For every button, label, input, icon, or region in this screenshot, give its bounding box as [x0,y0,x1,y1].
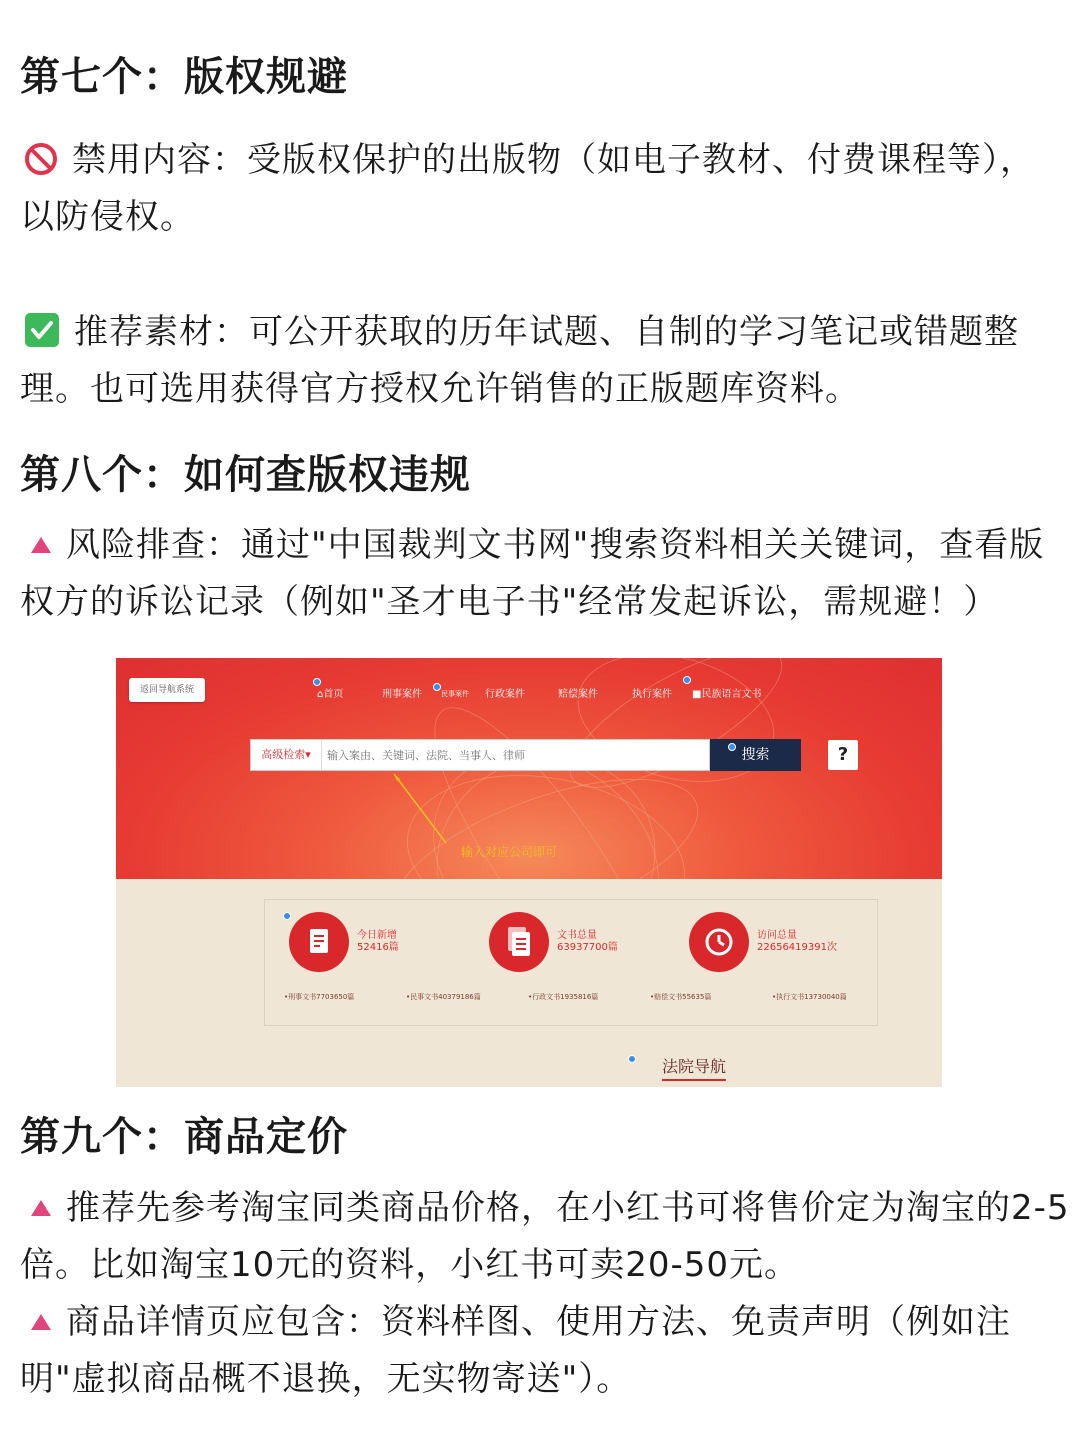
help-button[interactable]: ? [828,740,858,770]
statistics-panel [264,899,878,1026]
risk-check-paragraph [20,517,1070,631]
risk-check-text: 风险排查：通过"中国裁判文书网"搜索资料相关关键词，查看版权方的诉讼记录（例如"圣才电子书"经常发起诉讼，需规避！） [20,525,1045,622]
stat-document-total: 文书总量 63937700篇 [557,930,618,953]
nav-civil[interactable]: 民事案件 [441,690,469,698]
nav-execution[interactable]: 执行案件 [632,689,672,700]
triangle-bullet-icon [30,1313,52,1331]
nav-criminal[interactable]: 刑事案件 [382,689,422,700]
pricing-tip-text: 推荐先参考淘宝同类商品价格，在小红书可将售价定为淘宝的2-5倍。比如淘宝10元的资料，小红书可卖20-50元。 [20,1188,1070,1285]
search-input[interactable] [323,740,711,770]
search-bar [250,739,710,771]
sub-stat-civil: •民事文书40379186篇 [406,993,481,1001]
triangle-bullet-icon [30,536,52,554]
recommended-material-paragraph [20,304,1065,418]
banned-content-text: 禁用内容：受版权保护的出版物（如电子教材、付费课程等），以防侵权。 [20,140,1035,237]
section-heading-pricing: 第九个：商品定价 [20,1114,348,1160]
document-total-icon [489,912,549,972]
detail-page-paragraph [20,1294,1070,1408]
section-heading-check-copyright: 第八个：如何查版权违规 [20,452,471,498]
judgment-website-screenshot [116,658,942,1087]
banned-content-paragraph [20,132,1065,246]
sub-stat-compensation: •赔偿文书55635篇 [650,993,712,1001]
nav-compensation[interactable]: 赔偿案件 [558,689,598,700]
court-navigation-link[interactable]: 法院导航 [662,1054,726,1081]
recommended-material-text: 推荐素材：可公开获取的历年试题、自制的学习笔记或错题整理。也可选用获得官方授权允许销售的正版题库资料。 [20,312,1019,409]
prohibited-icon [24,142,58,176]
nav-ethnic-language[interactable]: ■民族语言文书 [692,689,762,700]
search-button[interactable]: 搜索 [710,739,801,771]
check-mark-icon [24,312,60,348]
visit-total-icon [689,912,749,972]
detail-page-text: 商品详情页应包含：资料样图、使用方法、免责声明（例如注明"虚拟商品概不退换，无实物寄送"）。 [20,1302,1011,1399]
pricing-tip-paragraph [20,1180,1070,1294]
triangle-bullet-icon [30,1199,52,1217]
nav-marker-icon [683,676,691,684]
nav-marker-icon [433,683,441,691]
annotation-hint: 输入对应公司即可 [461,845,558,859]
new-today-icon [289,912,349,972]
nav-marker-icon [728,743,736,751]
sub-stat-execution: •执行文书13730040篇 [772,993,847,1001]
sub-stat-administrative: •行政文书1935816篇 [528,993,599,1001]
nav-marker-icon [628,1055,636,1063]
nav-administrative[interactable]: 行政案件 [485,689,525,700]
nav-home[interactable]: ⌂首页 [317,689,344,700]
stat-visit-total: 访问总量 22656419391次 [757,930,837,953]
section-heading-copyright: 第七个：版权规避 [20,54,348,100]
sub-stat-criminal: •刑事文书7703650篇 [284,993,355,1001]
site-banner [116,658,942,879]
advanced-search-dropdown[interactable]: 高级检索▾ [251,740,322,770]
back-to-nav-button[interactable]: 返回导航系统 [129,678,205,702]
stat-new-today: 今日新增 52416篇 [357,930,399,953]
